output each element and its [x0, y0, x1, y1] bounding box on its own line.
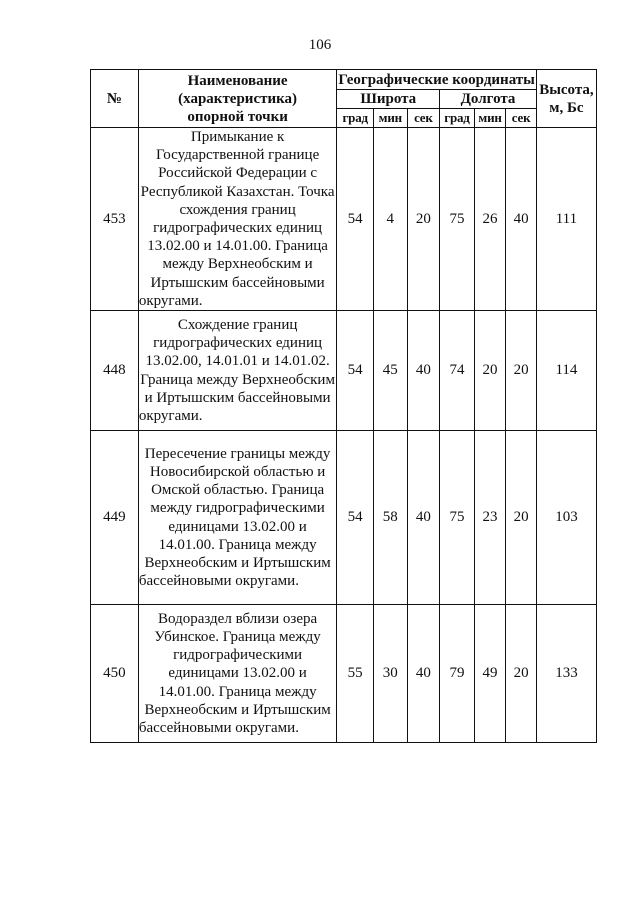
row-number: 453: [91, 128, 139, 311]
row-height: 103: [536, 431, 596, 605]
row-number: 449: [91, 431, 139, 605]
lon-sec: 20: [506, 431, 537, 605]
page-number: 106: [308, 37, 332, 53]
lon-min: 23: [474, 431, 506, 605]
row-description: Пересечение границы между Новосибирской областью и Омской областью. Граница между гидрографическими единицами 13.02.00 и 14.01.00. Граница между Верхнеобским и Иртышским бассейновыми округами.: [138, 431, 337, 605]
lon-sec: 20: [506, 311, 537, 431]
header-lat-min: мин: [374, 109, 408, 128]
row-description: Схождение границ гидрографических единиц 13.02.00, 14.01.01 и 14.01.02. Граница между Верхнеобским и Иртышским бассейновыми округами.: [138, 311, 337, 431]
header-lat-sec: сек: [407, 109, 440, 128]
header-name-line3: опорной точки: [187, 108, 288, 125]
lat-min: 45: [374, 311, 408, 431]
header-number: №: [91, 70, 139, 128]
header-longitude: Долгота: [440, 90, 537, 109]
lon-sec: 40: [506, 128, 537, 311]
header-height-line1: Высота,: [539, 81, 594, 98]
lon-sec: 20: [506, 605, 537, 743]
lat-deg: 54: [337, 311, 374, 431]
lat-sec: 40: [407, 431, 440, 605]
row-height: 133: [536, 605, 596, 743]
header-name-line2: (характеристика): [178, 90, 298, 107]
row-description: Водораздел вблизи озера Убинское. Граница между гидрографическими единицами 13.02.00 и 14.01.00. Граница между Верхнеобским и Иртышским бассейновыми округами.: [138, 605, 337, 743]
table-row: [91, 128, 597, 311]
header-lon-deg: град: [440, 109, 475, 128]
lat-sec: 40: [407, 605, 440, 743]
header-height: [536, 70, 596, 128]
table-row: [91, 311, 597, 431]
lat-min: 30: [374, 605, 408, 743]
row-description: Примыкание к Государственной границе Российской Федерации с Республикой Казахстан. Точка схождения границ гидрографических единиц 13.02.00 и 14.01.00. Граница между Верхнеобским и Иртышским бассейновыми округами.: [138, 128, 337, 311]
header-lon-min: мин: [474, 109, 506, 128]
table-row: [91, 605, 597, 743]
row-height: 111: [536, 128, 596, 311]
header-lat-deg: град: [337, 109, 374, 128]
row-number: 450: [91, 605, 139, 743]
lat-sec: 40: [407, 311, 440, 431]
header-geo-coordinates: Географические координаты: [338, 71, 535, 88]
lon-deg: 75: [440, 431, 475, 605]
coordinates-table: [90, 69, 597, 743]
lat-min: 58: [374, 431, 408, 605]
header-height-line2: м, Бс: [549, 99, 584, 116]
lat-deg: 54: [337, 128, 374, 311]
lon-min: 20: [474, 311, 506, 431]
lat-deg: 55: [337, 605, 374, 743]
header-name: [138, 70, 337, 128]
lon-min: 49: [474, 605, 506, 743]
lat-sec: 20: [407, 128, 440, 311]
lat-min: 4: [374, 128, 408, 311]
header-lon-sec: сек: [506, 109, 537, 128]
header-latitude: Широта: [337, 90, 440, 109]
lon-deg: 74: [440, 311, 475, 431]
row-height: 114: [536, 311, 596, 431]
row-number: 448: [91, 311, 139, 431]
lon-deg: 79: [440, 605, 475, 743]
lon-min: 26: [474, 128, 506, 311]
lon-deg: 75: [440, 128, 475, 311]
lat-deg: 54: [337, 431, 374, 605]
header-name-line1: Наименование: [187, 72, 288, 89]
table-row: [91, 431, 597, 605]
